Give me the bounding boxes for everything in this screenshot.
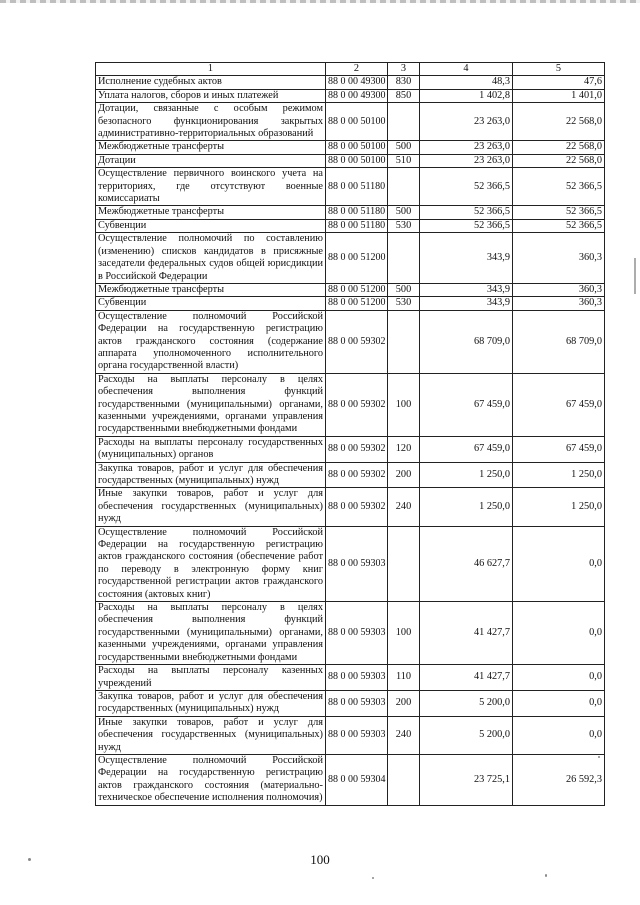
row-name: Межбюджетные трансферты (96, 283, 326, 296)
row-expense-type: 200 (388, 690, 420, 716)
row-name: Закупка товаров, работ и услуг для обеспечения государственных (муниципальных) нужд (96, 690, 326, 716)
table-row (96, 526, 605, 601)
scan-speck (28, 858, 31, 861)
row-expense-type: 100 (388, 373, 420, 436)
row-target-code: 88 0 00 51180 (326, 168, 388, 206)
table-row (96, 488, 605, 526)
row-expense-type (388, 168, 420, 206)
row-amount-col5: 22 568,0 (513, 154, 605, 167)
row-target-code: 88 0 00 59303 (326, 602, 388, 665)
row-name: Дотации, связанные с особым режимом безопасного функционирования закрытых административно-территориальных образований (96, 103, 326, 141)
row-amount-col5: 26 592,3 (513, 754, 605, 805)
row-amount-col5: 52 366,5 (513, 206, 605, 219)
row-name: Осуществление полномочий по составлению (изменению) списков кандидатов в присяжные заседатели федеральных судов общей юрисдикции в Российской Федерации (96, 233, 326, 284)
row-amount-col4: 52 366,5 (420, 219, 513, 232)
row-target-code: 88 0 00 59302 (326, 436, 388, 462)
scan-margin-mark (634, 258, 636, 294)
table-row (96, 76, 605, 89)
row-amount-col5: 1 401,0 (513, 89, 605, 102)
table-row (96, 233, 605, 284)
row-expense-type (388, 233, 420, 284)
table-row (96, 665, 605, 691)
table-row (96, 141, 605, 154)
row-name: Осуществление полномочий Российской Федерации на государственную регистрацию актов гражданского состояния (обеспечение работ по переводу в электронную форму книг государственной регистрации актов гражданского состояния (актовых книг) (96, 526, 326, 601)
table-row (96, 373, 605, 436)
row-expense-type: 530 (388, 219, 420, 232)
row-amount-col5: 1 250,0 (513, 462, 605, 488)
row-target-code: 88 0 00 59303 (326, 716, 388, 754)
row-amount-col4: 5 200,0 (420, 716, 513, 754)
row-amount-col4: 46 627,7 (420, 526, 513, 601)
row-amount-col4: 1 250,0 (420, 488, 513, 526)
row-amount-col4: 68 709,0 (420, 310, 513, 373)
row-expense-type (388, 754, 420, 805)
budget-table-body (96, 63, 605, 806)
row-target-code: 88 0 00 50100 (326, 154, 388, 167)
table-row (96, 219, 605, 232)
row-target-code: 88 0 00 59303 (326, 665, 388, 691)
row-target-code: 88 0 00 59304 (326, 754, 388, 805)
row-name: Уплата налогов, сборов и иных платежей (96, 89, 326, 102)
scan-edge-artifact (0, 0, 640, 3)
row-name: Закупка товаров, работ и услуг для обеспечения государственных (муниципальных) нужд (96, 462, 326, 488)
row-name: Иные закупки товаров, работ и услуг для обеспечения государственных (муниципальных) нужд (96, 488, 326, 526)
row-amount-col4: 23 263,0 (420, 141, 513, 154)
row-name: Осуществление полномочий Российской Федерации на государственную регистрацию актов гражданского состояния (содержание аппарата уполномоченного исполнительного органа государственной власти) (96, 310, 326, 373)
row-target-code: 88 0 00 59302 (326, 373, 388, 436)
row-amount-col5: 47,6 (513, 76, 605, 89)
table-row (96, 154, 605, 167)
row-expense-type: 530 (388, 297, 420, 310)
row-amount-col5: 360,3 (513, 297, 605, 310)
row-target-code: 88 0 00 49300 (326, 76, 388, 89)
table-row (96, 89, 605, 102)
row-name: Субвенции (96, 219, 326, 232)
table-row (96, 168, 605, 206)
row-expense-type: 200 (388, 462, 420, 488)
row-target-code: 88 0 00 51180 (326, 219, 388, 232)
row-amount-col5: 0,0 (513, 716, 605, 754)
row-target-code: 88 0 00 51200 (326, 283, 388, 296)
row-amount-col5: 22 568,0 (513, 103, 605, 141)
row-expense-type (388, 103, 420, 141)
row-expense-type: 500 (388, 283, 420, 296)
row-amount-col5: 360,3 (513, 233, 605, 284)
scan-speck (545, 874, 547, 877)
table-row (96, 716, 605, 754)
column-number-4: 4 (420, 63, 513, 76)
row-amount-col4: 1 250,0 (420, 462, 513, 488)
column-number-row (96, 63, 605, 76)
table-row (96, 310, 605, 373)
row-amount-col4: 343,9 (420, 297, 513, 310)
table-row (96, 754, 605, 805)
row-expense-type: 110 (388, 665, 420, 691)
row-name: Межбюджетные трансферты (96, 206, 326, 219)
row-target-code: 88 0 00 50100 (326, 103, 388, 141)
row-expense-type: 120 (388, 436, 420, 462)
row-expense-type: 830 (388, 76, 420, 89)
row-target-code: 88 0 00 51200 (326, 297, 388, 310)
row-amount-col4: 23 263,0 (420, 103, 513, 141)
row-target-code: 88 0 00 50100 (326, 141, 388, 154)
row-amount-col4: 52 366,5 (420, 206, 513, 219)
table-row (96, 283, 605, 296)
table-row (96, 690, 605, 716)
table-row (96, 206, 605, 219)
row-target-code: 88 0 00 51200 (326, 233, 388, 284)
table-row (96, 602, 605, 665)
row-target-code: 88 0 00 59302 (326, 462, 388, 488)
row-target-code: 88 0 00 51180 (326, 206, 388, 219)
row-amount-col5: 0,0 (513, 665, 605, 691)
table-row (96, 297, 605, 310)
row-amount-col4: 41 427,7 (420, 665, 513, 691)
row-expense-type (388, 310, 420, 373)
row-expense-type: 240 (388, 716, 420, 754)
row-name: Иные закупки товаров, работ и услуг для обеспечения государственных (муниципальных) нужд (96, 716, 326, 754)
row-amount-col4: 343,9 (420, 283, 513, 296)
row-expense-type: 500 (388, 141, 420, 154)
row-target-code: 88 0 00 59302 (326, 488, 388, 526)
row-expense-type (388, 526, 420, 601)
column-number-3: 3 (388, 63, 420, 76)
row-expense-type: 240 (388, 488, 420, 526)
page-number: 100 (310, 852, 330, 867)
row-target-code: 88 0 00 59303 (326, 690, 388, 716)
row-name: Расходы на выплаты персоналу казенных учреждений (96, 665, 326, 691)
row-amount-col5: 0,0 (513, 602, 605, 665)
row-amount-col4: 5 200,0 (420, 690, 513, 716)
row-amount-col4: 48,3 (420, 76, 513, 89)
table-row (96, 436, 605, 462)
row-amount-col5: 0,0 (513, 690, 605, 716)
row-amount-col5: 67 459,0 (513, 373, 605, 436)
column-number-1: 1 (96, 63, 326, 76)
row-target-code: 88 0 00 59303 (326, 526, 388, 601)
row-amount-col4: 67 459,0 (420, 373, 513, 436)
scan-speck (598, 756, 600, 758)
row-expense-type: 510 (388, 154, 420, 167)
row-name: Осуществление полномочий Российской Федерации на государственную регистрацию актов гражданского состояния (материально-техническое обеспечение исполнения полномочия) (96, 754, 326, 805)
row-name: Субвенции (96, 297, 326, 310)
row-expense-type: 500 (388, 206, 420, 219)
row-amount-col4: 41 427,7 (420, 602, 513, 665)
row-amount-col4: 1 402,8 (420, 89, 513, 102)
row-amount-col5: 67 459,0 (513, 436, 605, 462)
row-amount-col5: 68 709,0 (513, 310, 605, 373)
row-name: Расходы на выплаты персоналу государственных (муниципальных) органов (96, 436, 326, 462)
row-amount-col4: 67 459,0 (420, 436, 513, 462)
row-target-code: 88 0 00 59302 (326, 310, 388, 373)
row-amount-col4: 23 725,1 (420, 754, 513, 805)
row-name: Расходы на выплаты персоналу в целях обеспечения выполнения функций государственными (муниципальными) органами, казенными учреждениями, органами управления государственными внебюджетными фондами (96, 373, 326, 436)
scan-speck (372, 877, 374, 879)
table-row (96, 103, 605, 141)
row-target-code: 88 0 00 49300 (326, 89, 388, 102)
row-name: Дотации (96, 154, 326, 167)
row-amount-col5: 22 568,0 (513, 141, 605, 154)
column-number-5: 5 (513, 63, 605, 76)
column-number-2: 2 (326, 63, 388, 76)
table-row (96, 462, 605, 488)
row-name: Исполнение судебных актов (96, 76, 326, 89)
row-expense-type: 100 (388, 602, 420, 665)
row-amount-col4: 343,9 (420, 233, 513, 284)
row-amount-col4: 23 263,0 (420, 154, 513, 167)
row-expense-type: 850 (388, 89, 420, 102)
row-amount-col5: 52 366,5 (513, 168, 605, 206)
row-amount-col5: 52 366,5 (513, 219, 605, 232)
row-name: Осуществление первичного воинского учета на территориях, где отсутствуют военные комиссариаты (96, 168, 326, 206)
row-name: Межбюджетные трансферты (96, 141, 326, 154)
budget-table (95, 62, 605, 806)
row-amount-col5: 0,0 (513, 526, 605, 601)
row-amount-col4: 52 366,5 (420, 168, 513, 206)
row-amount-col5: 360,3 (513, 283, 605, 296)
row-amount-col5: 1 250,0 (513, 488, 605, 526)
row-name: Расходы на выплаты персоналу в целях обеспечения выполнения функций государственными (муниципальными) органами, казенными учреждениями, органами управления государственными внебюджетными фондами (96, 602, 326, 665)
